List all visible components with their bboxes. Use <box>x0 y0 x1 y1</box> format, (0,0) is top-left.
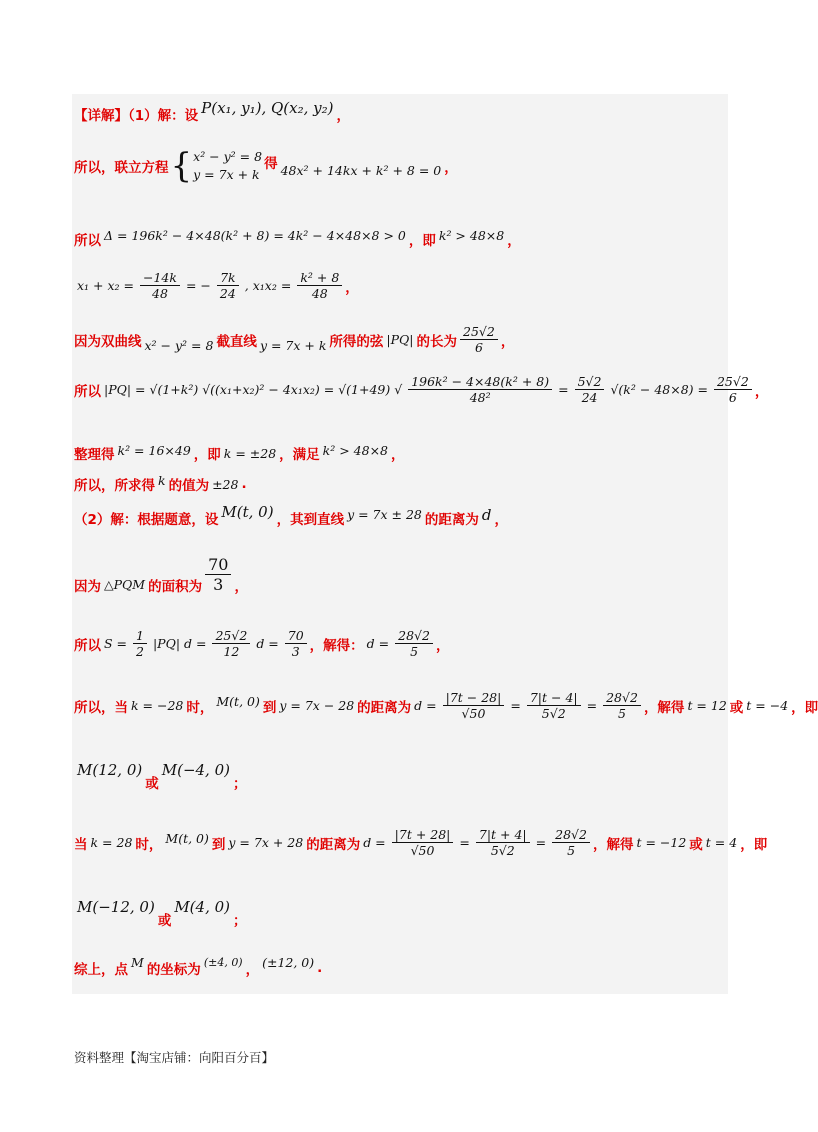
fraction <box>476 827 530 858</box>
line-equation: y = 7x − 28 <box>279 698 355 713</box>
frac-den: 48 <box>311 286 328 301</box>
punct: ， <box>345 279 359 296</box>
step1-heading: 【详解】（1）解：设 <box>74 108 199 124</box>
frac-den: 5√2 <box>490 843 515 858</box>
line-equation: y = 7x + k <box>259 338 327 353</box>
fraction <box>552 827 590 858</box>
fraction <box>408 374 552 405</box>
k-inequality: k² > 48×8 <box>438 227 505 243</box>
solution-line-16 <box>74 954 323 978</box>
vieta-sum: x₁ + x₂ = <box>77 278 134 293</box>
text-label: 截直线 <box>216 333 257 350</box>
t-solution: t = 4 <box>705 835 738 850</box>
solution-line-12 <box>74 690 818 721</box>
text-label: 或 <box>729 699 744 716</box>
text-label: 综上，点 <box>74 962 128 978</box>
frac-den: 48 <box>152 286 168 301</box>
frac-den: 5√2 <box>541 706 566 721</box>
frac-num: 28√2 <box>552 827 590 843</box>
t-solution: t = 12 <box>687 698 727 713</box>
punct: ， <box>444 160 458 177</box>
text-label: ，即 <box>740 836 768 853</box>
hyperbola-equation: x² − y² = 8 <box>144 338 214 353</box>
punct: ， <box>507 233 521 249</box>
frac-den: 5 <box>618 706 626 721</box>
math-text: = <box>586 698 598 713</box>
distance-d: d <box>481 506 492 524</box>
fraction <box>575 374 605 405</box>
fraction <box>395 628 433 659</box>
point-m: M(t, 0) <box>165 831 209 846</box>
point-result: M(−4, 0) <box>161 761 230 779</box>
points-pq: P(x₁, y₁), Q(x₂, y₂) <box>201 99 334 117</box>
solution-line-10 <box>74 555 248 594</box>
punct: ， <box>336 108 350 124</box>
line-equation: y = 7x ± 28 <box>347 506 422 522</box>
fraction <box>217 270 239 301</box>
quadratic-equation: 48x² + 14kx + k² + 8 = 0 <box>280 162 442 178</box>
frac-num: |7t + 28| <box>392 827 454 843</box>
math-text: |PQ| d = <box>152 636 207 651</box>
frac-den: 6 <box>728 390 737 405</box>
fraction <box>285 628 307 659</box>
point-m: M(t, 0) <box>221 503 274 521</box>
step2-heading: （2）解：根据题意，设 <box>74 512 219 528</box>
frac-den: 48² <box>469 390 491 405</box>
fraction <box>527 690 581 721</box>
math-text: = <box>535 835 547 850</box>
text-label: ，解得： <box>309 637 364 654</box>
text-label: ，即 <box>193 447 221 463</box>
frac-num: |7t − 28| <box>443 690 505 706</box>
text-label: 时， <box>186 699 214 716</box>
frac-num: 7k <box>217 270 239 286</box>
final-coordinate: (±4, 0) <box>203 955 243 969</box>
system-eq-1: x² − y² = 8 <box>193 149 263 164</box>
fraction <box>714 374 752 405</box>
frac-num: 25√2 <box>460 324 498 340</box>
math-text: = <box>510 698 521 713</box>
frac-num: 70 <box>205 555 231 575</box>
frac-num: k² + 8 <box>297 270 342 286</box>
k-squared-value: k² = 16×49 <box>117 442 191 458</box>
text-label: 所以，联立方程 <box>74 160 169 177</box>
point-m: M <box>131 954 144 970</box>
math-text: = − <box>185 278 211 293</box>
fraction <box>212 628 250 659</box>
frac-den: 5 <box>567 843 576 858</box>
text-label: 所以 <box>74 637 101 654</box>
solution-line-5 <box>74 324 514 355</box>
punct: . <box>241 476 247 492</box>
text-label: 所以 <box>74 383 101 400</box>
frac-den: √50 <box>461 706 486 721</box>
solution-line-15 <box>74 898 247 929</box>
punct: ， <box>494 512 508 528</box>
text-label: 因为 <box>74 578 101 595</box>
text-label: ，即 <box>408 233 436 249</box>
k-result: ±28 <box>212 476 239 492</box>
punct: ； <box>233 776 247 792</box>
punct: ， <box>391 447 405 463</box>
punct: ， <box>435 637 450 654</box>
solution-line-14 <box>74 827 767 858</box>
text-label: ，解得 <box>592 836 634 853</box>
fraction <box>392 827 454 858</box>
text-label: 所以，当 <box>74 699 128 716</box>
text-label: 的距离为 <box>424 512 479 528</box>
frac-num: 70 <box>285 628 307 644</box>
point-result: M(4, 0) <box>174 898 230 916</box>
solution-line-3 <box>74 229 521 249</box>
discriminant-expression: Δ = 196k² − 4×48(k² + 8) = 4k² − 4×48×8 > 0 <box>104 227 406 243</box>
text-label: 所得的弦 <box>329 333 384 350</box>
text-label: 的坐标为 <box>146 962 201 978</box>
point-m: M(t, 0) <box>216 694 260 709</box>
solution-line-11 <box>74 628 449 659</box>
math-text: d = <box>256 636 279 651</box>
punct: ， <box>500 333 515 350</box>
frac-num: 7|t − 4| <box>527 690 581 706</box>
left-brace: { <box>170 146 193 187</box>
text-label: 的长为 <box>416 333 458 350</box>
frac-den: 3 <box>291 644 300 659</box>
frac-num: 25√2 <box>212 628 250 644</box>
frac-num: −14k <box>140 270 180 286</box>
text-label: 或 <box>157 913 172 929</box>
text-label: ，其到直线 <box>276 512 345 528</box>
text-label: 因为双曲线 <box>74 333 142 350</box>
math-text: √(k² − 48×8) = <box>610 382 708 397</box>
system-eq-2: y = 7x + k <box>193 167 260 183</box>
text-label: 所以，所求得 <box>74 478 155 494</box>
solution-line-4 <box>74 270 359 301</box>
fraction <box>140 270 180 301</box>
frac-num: 28√2 <box>603 690 641 706</box>
punct: ， <box>754 383 769 400</box>
text-label: ， <box>245 962 260 978</box>
text-label: 到 <box>211 836 226 853</box>
text-label: ，解得 <box>643 699 685 716</box>
frac-num: 7|t + 4| <box>476 827 530 843</box>
frac-num: 28√2 <box>395 628 433 644</box>
footer-source-note: 资料整理【淘宝店铺：向阳百分百】 <box>74 1050 275 1065</box>
math-text: d = <box>366 636 390 651</box>
vieta-product: , x₁x₂ = <box>244 278 292 293</box>
text-label: 整理得 <box>74 447 115 463</box>
text-label: ，满足 <box>279 447 320 463</box>
frac-den: 6 <box>474 340 483 355</box>
text-label: 的面积为 <box>148 578 203 595</box>
k-inequality: k² > 48×8 <box>322 442 389 458</box>
triangle-pqm: △PQM <box>104 577 146 593</box>
t-solution: t = −12 <box>636 835 687 850</box>
text-label: 或 <box>689 836 703 853</box>
frac-den: √50 <box>410 843 435 858</box>
final-coordinate: (±12, 0) <box>262 954 315 970</box>
solution-line-8 <box>74 474 247 494</box>
frac-num: 5√2 <box>575 374 605 390</box>
chord-length-formula: |PQ| = √(1+k²) √((x₁+x₂)² − 4x₁x₂) = √(1+49) √ <box>104 382 403 397</box>
frac-den: 12 <box>223 644 240 659</box>
math-text: d = <box>414 698 437 713</box>
solution-line-9 <box>74 503 508 528</box>
equation-system <box>170 146 263 187</box>
fraction <box>443 690 505 721</box>
punct: ， <box>234 578 248 595</box>
line-equation: y = 7x + 28 <box>228 835 304 850</box>
frac-den: 3 <box>213 575 224 595</box>
frac-num: 25√2 <box>714 374 752 390</box>
text-label: 到 <box>262 699 277 716</box>
solution-line-13 <box>74 761 247 792</box>
frac-num: 1 <box>133 628 147 644</box>
fraction <box>460 324 498 355</box>
point-result: M(−12, 0) <box>77 898 155 916</box>
frac-num: 196k² − 4×48(k² + 8) <box>408 374 552 390</box>
k-case: k = −28 <box>131 698 184 713</box>
solution-line-2 <box>74 146 458 187</box>
area-fraction <box>205 555 231 594</box>
text-label: 时， <box>135 836 163 853</box>
text-label: 当 <box>74 836 88 853</box>
math-text: S = <box>104 636 128 651</box>
text-label: 的值为 <box>168 478 210 494</box>
k-variable: k <box>158 472 166 488</box>
t-solution: t = −4 <box>746 698 789 713</box>
fraction <box>133 628 147 659</box>
chord-pq: |PQ| <box>386 332 414 347</box>
k-value: k = ±28 <box>223 445 277 461</box>
frac-den: 24 <box>581 390 598 405</box>
punct: ； <box>233 913 247 929</box>
frac-den: 2 <box>136 644 144 659</box>
solution-line-1 <box>74 99 350 124</box>
punct: . <box>317 960 323 976</box>
math-text: d = <box>363 835 386 850</box>
fraction <box>297 270 342 301</box>
text-label: 的距离为 <box>306 836 361 853</box>
text-label: 或 <box>145 776 159 792</box>
text-label: ，即 <box>791 699 818 716</box>
text-label: 的距离为 <box>357 699 412 716</box>
text-label: 得 <box>264 156 278 173</box>
solution-line-7 <box>74 443 405 463</box>
math-text: = <box>558 382 569 397</box>
text-label: 所以 <box>74 233 101 249</box>
fraction <box>603 690 641 721</box>
k-case: k = 28 <box>90 835 133 850</box>
solution-line-6 <box>74 374 768 405</box>
frac-den: 24 <box>219 286 236 301</box>
point-result: M(12, 0) <box>77 761 143 779</box>
math-text: = <box>459 835 470 850</box>
frac-den: 5 <box>410 644 419 659</box>
